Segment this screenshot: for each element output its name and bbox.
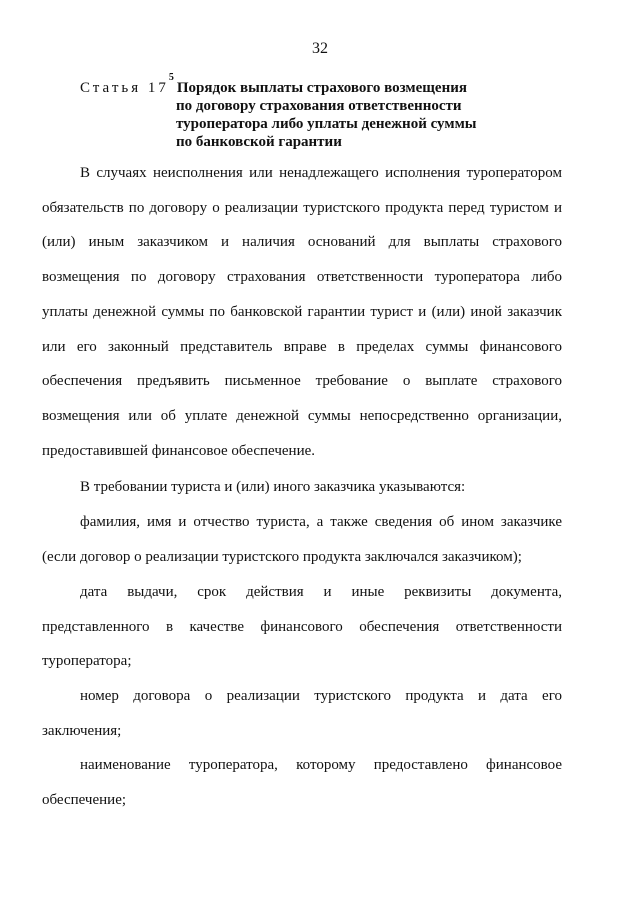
paragraph-line: или его законный представитель вправе в пределах суммы финансового xyxy=(42,338,562,355)
paragraph-claim-right xyxy=(42,156,562,468)
paragraph-line: возмещения по договору страхования ответственности туроператора либо xyxy=(42,269,562,286)
paragraph-tourist-name xyxy=(42,505,562,574)
article-title-line-2: по договору страхования ответственности xyxy=(176,98,462,114)
article-prefix: Статья 17 xyxy=(80,80,169,96)
paragraph-line: представленного в качестве финансового обеспечения ответственности xyxy=(42,618,562,635)
paragraph-line: возмещения или об уплате денежной суммы непосредственно организации, xyxy=(42,407,562,424)
paragraph-line: туроператора; xyxy=(42,653,132,670)
paragraph-operator-name xyxy=(42,748,562,817)
page-number: 32 xyxy=(312,40,328,57)
paragraph-line: дата выдачи, срок действия и иные реквизиты документа, xyxy=(80,584,562,600)
paragraph-line: наименование туроператора, которому предоставлено финансовое xyxy=(80,757,562,773)
paragraph-line: (или) иным заказчиком и наличия оснований для выплаты страхового xyxy=(42,234,562,251)
article-title-line-3: туроператора либо уплаты денежной суммы xyxy=(176,116,477,132)
paragraph-line: обеспечения предъявить письменное требование о выплате страхового xyxy=(42,373,562,390)
paragraph-line: номер договора о реализации туристского продукта и дата его xyxy=(80,688,562,704)
article-title-line-1: Порядок выплаты страхового возмещения xyxy=(176,80,467,96)
paragraph-line: фамилия, имя и отчество туриста, а также сведения об ином заказчике xyxy=(80,514,562,530)
paragraph-contract-number xyxy=(42,679,562,748)
paragraph-line: В случаях неисполнения или ненадлежащего исполнения туроператором xyxy=(80,165,562,181)
paragraph-document-details xyxy=(42,575,562,679)
paragraph-line: предоставившей финансовое обеспечение. xyxy=(42,442,316,459)
paragraph-line: обеспечение; xyxy=(42,791,127,808)
paragraph-line: обязательств по договору о реализации туристского продукта перед туристом и xyxy=(42,199,562,216)
paragraph-line: заключения; xyxy=(42,722,122,739)
paragraph-requirements-intro xyxy=(42,470,562,505)
article-title-line-4: по банковской гарантии xyxy=(176,134,342,150)
paragraph-line: В требовании туриста и (или) иного заказчика указываются: xyxy=(80,479,466,495)
article-superscript: 5 xyxy=(168,72,174,83)
paragraph-line: (если договор о реализации туристского продукта заключался заказчиком); xyxy=(42,548,522,565)
paragraph-line: уплаты денежной суммы по банковской гарантии турист и (или) иной заказчик xyxy=(42,303,562,320)
article-heading xyxy=(80,72,560,151)
